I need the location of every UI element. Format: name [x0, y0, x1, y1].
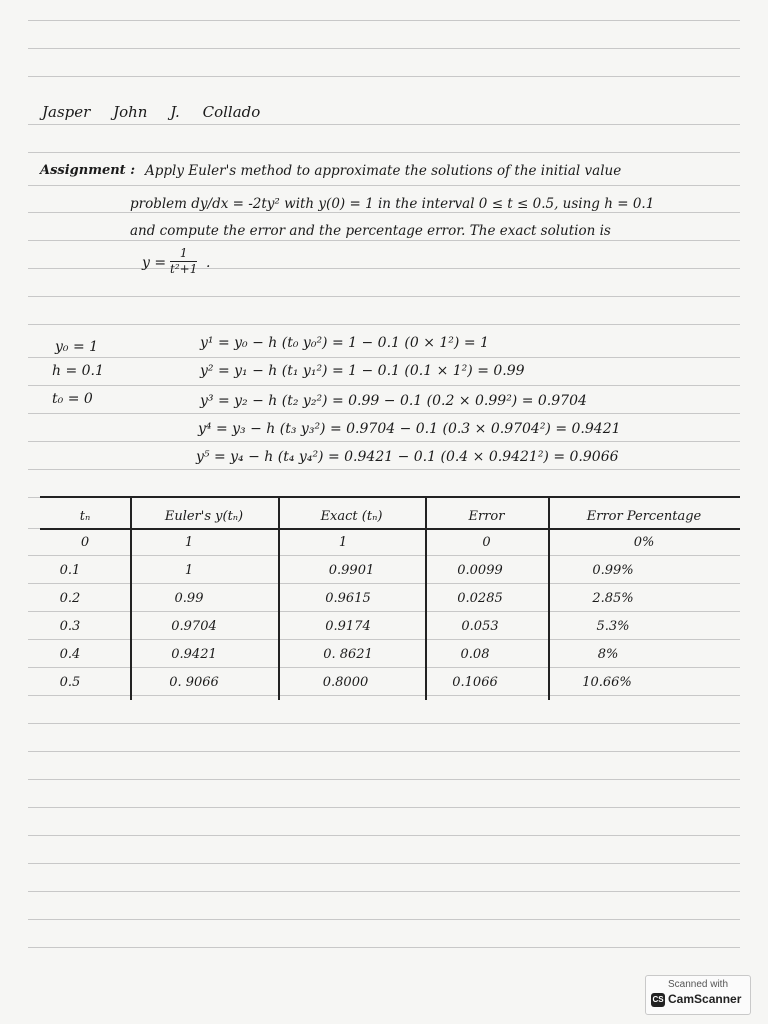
ruled-line: [28, 469, 740, 470]
table-cell: 0. 8621: [323, 647, 373, 662]
table-cell: 0.053: [461, 619, 499, 634]
watermark-caption: Scanned with: [667, 979, 729, 990]
ruled-line: [28, 48, 740, 49]
ruled-line: [28, 807, 740, 808]
table-cell: 0: [80, 535, 90, 550]
table-cell: 0.1: [59, 563, 81, 578]
exact-solution-fraction: [170, 246, 197, 276]
ruled-line: [28, 296, 740, 297]
author-name: Jasper John J. Collado: [42, 103, 261, 121]
ruled-line: [28, 723, 740, 724]
ruled-line: [28, 863, 740, 864]
exact-solution-prefix: y =: [142, 255, 167, 271]
table-cell: 0: [482, 535, 491, 550]
camscanner-watermark: [645, 975, 751, 1015]
ruled-line: [28, 357, 740, 358]
table-cell: 1: [184, 563, 194, 578]
ruled-line: [28, 76, 740, 77]
table-cell: 0.2: [59, 591, 81, 606]
table-cell: 5.3%: [596, 619, 630, 634]
table-cell: 0.0099: [457, 563, 503, 578]
euler-step-5: y⁵ = y₄ − h (t₄ y₄²) = 0.9421 − 0.1 (0.4 × 0.9421²) = 0.9066: [196, 449, 619, 465]
ruled-line: [28, 152, 740, 153]
ruled-line: [28, 639, 740, 640]
table-cell: 0.08: [460, 647, 490, 662]
ruled-line: [28, 891, 740, 892]
table-cell: 0. 9066: [169, 675, 219, 690]
ruled-line: [28, 947, 740, 948]
table-top-border: [40, 496, 740, 498]
table-cell: 0.4: [59, 647, 81, 662]
table-cell: 8%: [597, 647, 619, 662]
table-cell: 1: [184, 535, 194, 550]
table-header-tn: tₙ: [79, 509, 91, 524]
ruled-line: [28, 835, 740, 836]
table-cell: 0.0285: [457, 591, 503, 606]
table-header-error-percentage: Error Percentage: [586, 509, 702, 524]
table-cell: 2.85%: [592, 591, 634, 606]
table-header-error: Error: [468, 509, 505, 524]
ruled-line: [28, 555, 740, 556]
ruled-line: [28, 240, 740, 241]
table-cell: 0.9174: [325, 619, 371, 634]
table-cell: 0.9615: [325, 591, 371, 606]
ruled-line: [28, 268, 740, 269]
table-cell: 0.99%: [592, 563, 634, 578]
ruled-line: [28, 212, 740, 213]
euler-step-2: y² = y₁ − h (t₁ y₁²) = 1 − 0.1 (0.1 × 1²) = 0.99: [200, 363, 525, 379]
fraction-denominator: t²+1: [170, 262, 198, 276]
table-cell: 0.99: [174, 591, 204, 606]
ruled-line: [28, 324, 740, 325]
table-cell: 0.8000: [322, 675, 369, 690]
assignment-line-2: problem dy/dx = -2ty² with y(0) = 1 in the interval 0 ≤ t ≤ 0.5, using h = 0.1: [130, 196, 655, 212]
fraction-numerator: 1: [179, 246, 188, 260]
table-header-euler: Euler's y(tₙ): [164, 509, 244, 524]
given-t0: t₀ = 0: [52, 391, 93, 407]
table-cell: 0.1066: [452, 675, 498, 690]
ruled-line: [28, 779, 740, 780]
watermark-brand: CamScanner: [668, 992, 742, 1006]
ruled-line: [28, 583, 740, 584]
ruled-line: [28, 413, 740, 414]
euler-step-3: y³ = y₂ − h (t₂ y₂²) = 0.99 − 0.1 (0.2 × 0.99²) = 0.9704: [200, 393, 587, 409]
ruled-line: [28, 441, 740, 442]
ruled-line: [28, 919, 740, 920]
assignment-line-3: and compute the error and the percentage error. The exact solution is: [130, 223, 611, 239]
ruled-line: [28, 695, 740, 696]
ruled-line: [28, 124, 740, 125]
euler-step-4: y⁴ = y₃ − h (t₃ y₃²) = 0.9704 − 0.1 (0.3 × 0.9704²) = 0.9421: [198, 421, 621, 437]
ruled-line: [28, 185, 740, 186]
table-cell: 0%: [633, 535, 655, 550]
table-header-divider: [40, 528, 740, 530]
ruled-line: [28, 20, 740, 21]
ruled-line: [28, 611, 740, 612]
ruled-line: [28, 751, 740, 752]
given-h: h = 0.1: [52, 363, 104, 379]
table-cell: 0.9901: [328, 563, 375, 578]
euler-step-1: y¹ = y₀ − h (t₀ y₀²) = 1 − 0.1 (0 × 1²) = 1: [200, 335, 489, 351]
table-cell: 10.66%: [582, 675, 632, 690]
exact-solution-suffix: .: [206, 255, 211, 271]
given-y0: y₀ = 1: [55, 339, 99, 355]
assignment-label: Assignment :: [40, 163, 136, 178]
ruled-line: [28, 385, 740, 386]
assignment-line-1: Apply Euler's method to approximate the solutions of the initial value: [145, 163, 622, 179]
table-cell: 0.5: [59, 675, 81, 690]
table-cell: 0.9704: [171, 619, 217, 634]
camscanner-logo-icon: CS: [651, 993, 665, 1007]
table-cell: 0.9421: [171, 647, 217, 662]
table-cell: 0.3: [59, 619, 81, 634]
table-header-exact: Exact (tₙ): [320, 509, 383, 524]
table-cell: 1: [338, 535, 348, 550]
ruled-line: [28, 667, 740, 668]
